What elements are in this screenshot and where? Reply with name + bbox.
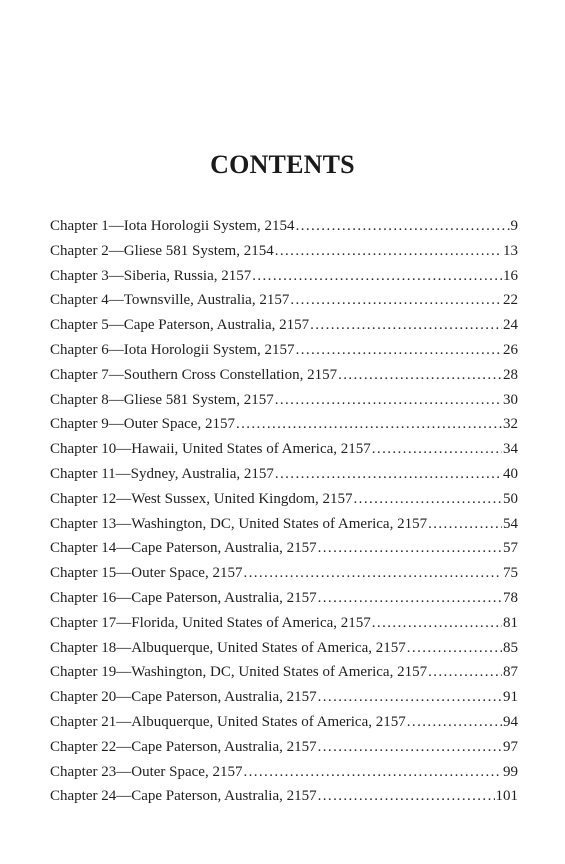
toc-entry [50, 288, 518, 313]
toc-entry-label: Chapter 2—Gliese 581 System, 2154 [50, 242, 274, 259]
toc-entry-page-number: 99 [503, 763, 518, 780]
toc-entry [50, 735, 518, 760]
dot-leader [372, 611, 502, 636]
toc-entry-page-number: 9 [510, 218, 518, 234]
toc-entry-label: Chapter 24—Cape Paterson, Australia, 2157 [50, 788, 317, 805]
toc-entry [50, 214, 518, 239]
toc-entry-page-number: 40 [503, 465, 518, 482]
toc-entry-label: Chapter 11—Sydney, Australia, 2157 [50, 465, 274, 482]
toc-entry-label: Chapter 12—West Sussex, United Kingdom, 2157 [50, 490, 353, 507]
toc-entry [50, 784, 518, 809]
page-title: CONTENTS [210, 150, 355, 179]
toc-entry [50, 264, 518, 289]
dot-leader [243, 561, 502, 586]
toc-entry-label: Chapter 15—Outer Space, 2157 [50, 565, 243, 582]
dot-leader [318, 536, 502, 561]
toc-entry-label: Chapter 6—Iota Horologii System, 2157 [50, 341, 295, 358]
toc-entry-label: Chapter 23—Outer Space, 2157 [50, 763, 243, 780]
toc-entry-page-number: 30 [503, 391, 518, 408]
toc-entry-page-number: 34 [503, 441, 518, 458]
toc-entry-label: Chapter 17—Florida, United States of America, 2157 [50, 614, 371, 631]
dot-leader [275, 239, 502, 264]
toc-entry-page-number: 26 [503, 341, 518, 358]
dot-leader [318, 735, 502, 760]
toc-entry [50, 487, 518, 512]
toc-entry-label: Chapter 1—Iota Horologii System, 2154 [50, 218, 295, 234]
toc-entry [50, 388, 518, 413]
dot-leader [318, 784, 495, 809]
toc-entry-page-number: 54 [503, 515, 518, 532]
toc-entry-page-number: 75 [503, 565, 518, 582]
toc-entry-page-number: 24 [503, 317, 518, 334]
toc-entry [50, 437, 518, 462]
toc-entry-label: Chapter 13—Washington, DC, United States of America, 2157 [50, 515, 428, 532]
dot-leader [428, 660, 502, 685]
dot-leader [296, 338, 502, 363]
dot-leader [275, 462, 502, 487]
toc-entry-label: Chapter 21—Albuquerque, United States of America, 2157 [50, 713, 406, 730]
dot-leader [243, 760, 502, 785]
dot-leader [296, 214, 510, 239]
dot-leader [290, 288, 502, 313]
toc-entry-page-number: 32 [503, 416, 518, 433]
dot-leader [310, 313, 502, 338]
toc-entry-page-number: 78 [503, 589, 518, 606]
dot-leader [338, 363, 502, 388]
toc-entry [50, 710, 518, 735]
toc-entry [50, 462, 518, 487]
toc-entry [50, 239, 518, 264]
toc-entry-page-number: 85 [503, 639, 518, 656]
toc-entry-page-number: 94 [503, 713, 518, 730]
toc-entry [50, 313, 518, 338]
toc-entry-page-number: 57 [503, 540, 518, 557]
toc-entry-label: Chapter 9—Outer Space, 2157 [50, 416, 235, 433]
toc-entry [50, 412, 518, 437]
toc-entry [50, 512, 518, 537]
toc-entry-label: Chapter 10—Hawaii, United States of America, 2157 [50, 441, 371, 458]
dot-leader [407, 636, 502, 661]
toc-entry [50, 536, 518, 561]
toc-entry [50, 611, 518, 636]
toc-entry-label: Chapter 14—Cape Paterson, Australia, 2157 [50, 540, 317, 557]
toc-entry-page-number: 97 [503, 738, 518, 755]
toc-entry-label: Chapter 22—Cape Paterson, Australia, 2157 [50, 738, 317, 755]
toc-entry-page-number: 101 [495, 788, 518, 805]
dot-leader [407, 710, 502, 735]
toc-entry-label: Chapter 4—Townsville, Australia, 2157 [50, 292, 290, 309]
dot-leader [354, 487, 502, 512]
toc-entry-label: Chapter 19—Washington, DC, United States of America, 2157 [50, 664, 428, 681]
toc-entry [50, 586, 518, 611]
toc-entry-label: Chapter 8—Gliese 581 System, 2157 [50, 391, 274, 408]
dot-leader [372, 437, 502, 462]
toc-entry-page-number: 50 [503, 490, 518, 507]
dot-leader [428, 512, 502, 537]
toc-entry-label: Chapter 16—Cape Paterson, Australia, 2157 [50, 589, 317, 606]
toc-entry-label: Chapter 20—Cape Paterson, Australia, 2157 [50, 689, 317, 706]
toc-entry-page-number: 22 [503, 292, 518, 309]
dot-leader [318, 685, 502, 710]
toc-entry-label: Chapter 3—Siberia, Russia, 2157 [50, 267, 252, 284]
toc-entry [50, 760, 518, 785]
toc-entry-label: Chapter 5—Cape Paterson, Australia, 2157 [50, 317, 310, 334]
dot-leader [236, 412, 502, 437]
toc-entry-label: Chapter 18—Albuquerque, United States of America, 2157 [50, 639, 406, 656]
toc-entry [50, 685, 518, 710]
toc-entry [50, 363, 518, 388]
dot-leader [275, 388, 502, 413]
toc-entry-page-number: 91 [503, 689, 518, 706]
dot-leader [318, 586, 502, 611]
toc-entry-page-number: 81 [503, 614, 518, 631]
toc-entry-label: Chapter 7—Southern Cross Constellation, 2157 [50, 366, 338, 383]
toc-entry [50, 636, 518, 661]
table-of-contents [50, 214, 518, 809]
toc-entry [50, 338, 518, 363]
toc-entry [50, 561, 518, 586]
toc-entry-page-number: 16 [503, 267, 518, 284]
toc-entry-page-number: 28 [503, 366, 518, 383]
dot-leader [252, 264, 502, 289]
toc-entry-page-number: 87 [503, 664, 518, 681]
toc-entry-page-number: 13 [503, 242, 518, 259]
toc-entry [50, 660, 518, 685]
